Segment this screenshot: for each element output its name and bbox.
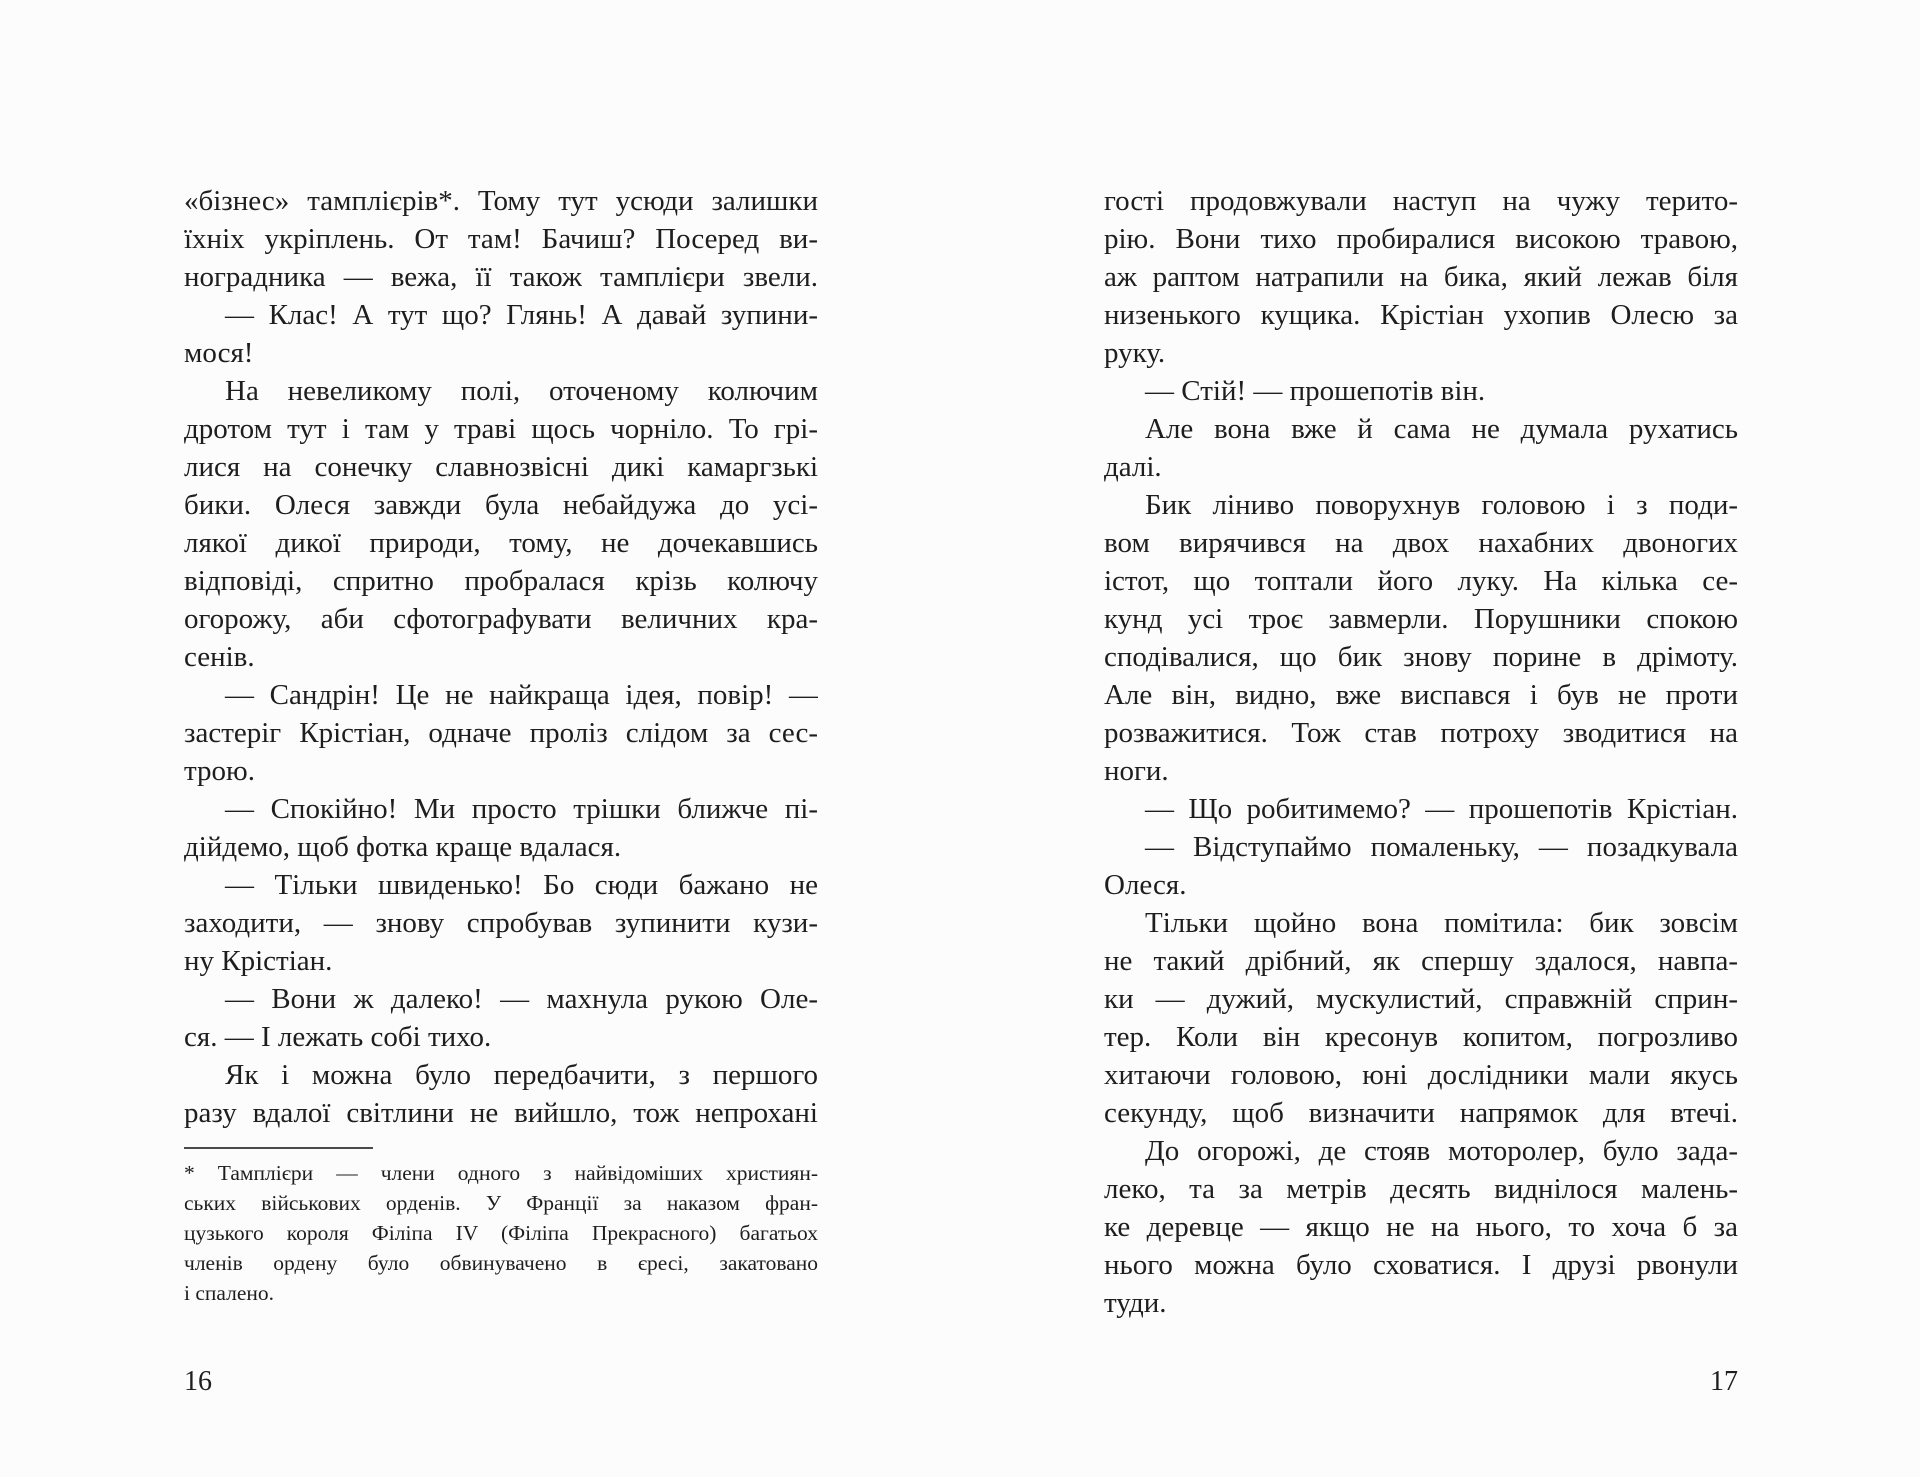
text-line: мося! <box>184 337 254 369</box>
text-line: відповіді, спритно пробралася крізь колючу <box>184 565 818 597</box>
text-line: сенів. <box>184 641 255 673</box>
text-line: ся. — І лежать собі тихо. <box>184 1021 492 1053</box>
text-line: лися на сонечку славнозвісні дикі камаргзькі <box>184 451 818 483</box>
text-line: трою. <box>184 755 255 787</box>
left-page-footnote <box>184 1158 818 1308</box>
text-line: розважитися. Тож став потроху зводитися на <box>1104 717 1738 749</box>
footnote-divider <box>184 1147 373 1149</box>
text-line: застеріг Крістіан, одначе проліз слідом за сес- <box>184 717 818 749</box>
text-line: Але вона вже й сама не думала рухатись <box>1145 413 1738 445</box>
left-page-text-column <box>184 182 818 1132</box>
text-line: — Стій! — прошепотів він. <box>1145 375 1486 407</box>
text-line: Як і можна було передбачити, з першого <box>225 1059 818 1091</box>
text-line: «бізнес» тамплієрів*. Тому тут усюди залишки <box>184 185 818 217</box>
text-line: ну Крістіан. <box>184 945 333 977</box>
text-line: хитаючи головою, юні дослідники мали якусь <box>1104 1059 1738 1091</box>
text-line: секунду, щоб визначити напрямок для втечі. <box>1104 1097 1738 1129</box>
left-page-number: 16 <box>184 1366 212 1397</box>
text-line: ноги. <box>1104 755 1169 787</box>
text-line: вом вирячився на двох нахабних двоногих <box>1104 527 1738 559</box>
text-line: * Тамплієри — члени одного з найвідоміших християн- <box>184 1161 818 1185</box>
text-line: дійдемо, щоб фотка краще вдалася. <box>184 831 622 863</box>
text-line: нього можна було сховатися. І друзі рвонули <box>1104 1249 1738 1281</box>
text-line: ки — дужий, мускулистий, справжній сприн- <box>1104 983 1738 1015</box>
text-line: і спалено. <box>184 1281 275 1305</box>
text-line: Але він, видно, вже виспався і був не проти <box>1104 679 1738 711</box>
text-line: Тільки щойно вона помітила: бик зовсім <box>1145 907 1738 939</box>
text-line: аж раптом натрапили на бика, який лежав біля <box>1104 261 1738 293</box>
text-line: — Сандрін! Це не найкраща ідея, повір! — <box>225 679 818 711</box>
text-line: ке деревце — якщо не на нього, то хоча б за <box>1104 1211 1738 1243</box>
text-line: сподівалися, що бик знову порине в дрімоту. <box>1104 641 1738 673</box>
text-line: ноградника — вежа, її також тамплієри звели. <box>184 261 818 293</box>
text-line: леко, та за метрів десять виднілося малень- <box>1104 1173 1738 1205</box>
text-line: низенького кущика. Крістіан ухопив Олесю за <box>1104 299 1738 331</box>
text-line: кунд усі троє завмерли. Порушники спокою <box>1104 603 1738 635</box>
text-line: ських військових орденів. У Франції за наказом фран- <box>184 1191 818 1215</box>
text-line: рію. Вони тихо пробиралися високою травою, <box>1104 223 1738 255</box>
text-line: тер. Коли він кресонув копитом, погрозливо <box>1104 1021 1738 1053</box>
text-line: — Що робитимемо? — прошепотів Крістіан. <box>1145 793 1738 825</box>
text-line: До огорожі, де стояв моторолер, було зада- <box>1145 1135 1738 1167</box>
text-line: лякої дикої природи, тому, не дочекавшись <box>184 527 818 559</box>
text-line: — Тільки швиденько! Бо сюди бажано не <box>225 869 818 901</box>
text-line: — Відступаймо помаленьку, — позадкувала <box>1145 831 1738 863</box>
text-line: дротом тут і там у траві щось чорніло. То грі- <box>184 413 818 445</box>
text-line: цузького короля Філіпа IV (Філіпа Прекрасного) багатьох <box>184 1221 818 1245</box>
text-line: туди. <box>1104 1287 1167 1319</box>
text-line: їхніх укріплень. От там! Бачиш? Посеред ви- <box>184 223 818 255</box>
right-page-number: 17 <box>1710 1366 1738 1397</box>
text-line: гості продовжували наступ на чужу терито- <box>1104 185 1738 217</box>
text-line: — Спокійно! Ми просто трішки ближче пі- <box>225 793 818 825</box>
text-line: Бик ліниво поворухнув головою і з поди- <box>1145 489 1738 521</box>
text-line: членів ордену було обвинувачено в єресі, закатовано <box>184 1251 818 1275</box>
text-line: бики. Олеся завжди була небайдужа до усі- <box>184 489 818 521</box>
text-line: не такий дрібний, як спершу здалося, навпа- <box>1104 945 1738 977</box>
text-line: — Клас! А тут що? Глянь! А давай зупини- <box>225 299 818 331</box>
text-line: істот, що топтали його луку. На кілька се- <box>1104 565 1738 597</box>
right-page-text-column <box>1104 182 1738 1322</box>
text-line: огорожу, аби сфотографувати величних кра- <box>184 603 818 635</box>
text-line: далі. <box>1104 451 1162 483</box>
text-line: разу вдалої світлини не вийшло, тож непрохані <box>184 1097 818 1129</box>
text-line: заходити, — знову спробував зупинити кузи- <box>184 907 818 939</box>
text-line: На невеликому полі, оточеному колючим <box>225 375 818 407</box>
text-line: — Вони ж далеко! — махнула рукою Оле- <box>225 983 818 1015</box>
text-line: руку. <box>1104 337 1166 369</box>
text-line: Олеся. <box>1104 869 1187 901</box>
